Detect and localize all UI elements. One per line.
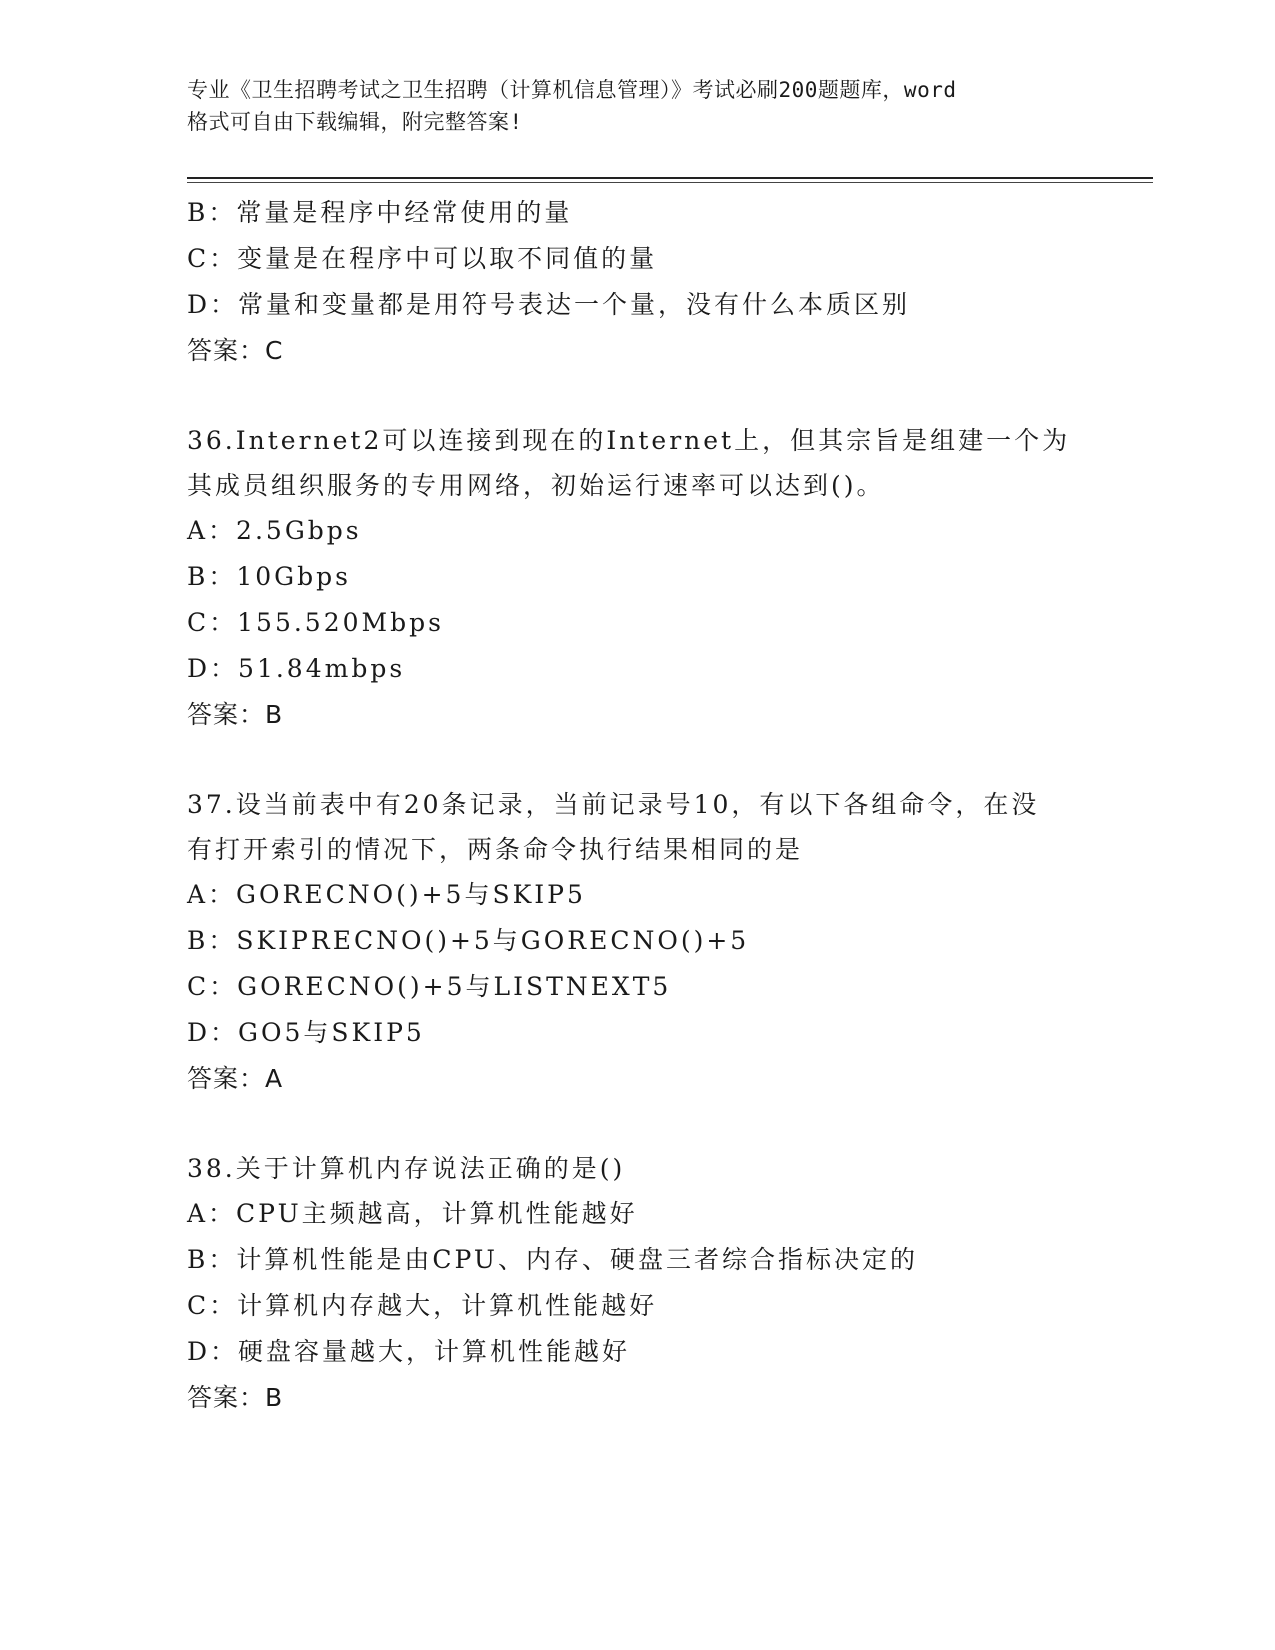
question-stem-line-1: 37.设当前表中有20条记录，当前记录号10，有以下各组命令，在没 <box>187 790 1040 819</box>
page-header <box>187 74 1087 138</box>
option-d: D：51.84mbps <box>187 654 406 683</box>
option-d: D：硬盘容量越大，计算机性能越好 <box>187 1337 631 1366</box>
question-list <box>187 190 1107 1421</box>
option-d: D：GO5与SKIP5 <box>187 1018 425 1047</box>
option-a: A：CPU主频越高，计算机性能越好 <box>187 1199 638 1228</box>
answer-label: 答案：B <box>187 1383 284 1412</box>
question-37 <box>187 782 1107 1102</box>
answer-label: 答案：B <box>187 700 284 729</box>
option-a: A：2.5Gbps <box>187 516 362 545</box>
question-stem-line-1: 38.关于计算机内存说法正确的是() <box>187 1154 626 1183</box>
option-c: C：155.520Mbps <box>187 608 444 637</box>
question-38 <box>187 1146 1107 1421</box>
option-b: B：10Gbps <box>187 562 351 591</box>
header-rule-thin <box>187 182 1153 183</box>
option-d: D：常量和变量都是用符号表达一个量，没有什么本质区别 <box>187 290 911 319</box>
option-c: C：计算机内存越大，计算机性能越好 <box>187 1291 658 1320</box>
header-line-2: 格式可自由下载编辑，附完整答案! <box>187 110 523 134</box>
option-b: B：计算机性能是由CPU、内存、硬盘三者综合指标决定的 <box>187 1245 918 1274</box>
header-rule-thick <box>187 177 1153 179</box>
question-35-fragment <box>187 190 1107 374</box>
option-a: A：GORECNO()+5与SKIP5 <box>187 880 586 909</box>
header-line-1: 专业《卫生招聘考试之卫生招聘（计算机信息管理）》考试必刷200题题库，word <box>187 78 957 102</box>
answer-label: 答案：A <box>187 1064 284 1093</box>
question-36 <box>187 418 1107 738</box>
question-stem-line-2: 其成员组织服务的专用网络，初始运行速率可以达到()。 <box>187 471 885 500</box>
option-c: C：变量是在程序中可以取不同值的量 <box>187 244 658 273</box>
question-stem-line-1: 36.Internet2可以连接到现在的Internet上，但其宗旨是组建一个为 <box>187 426 1071 455</box>
option-b: B：常量是程序中经常使用的量 <box>187 198 573 227</box>
question-stem-line-2: 有打开索引的情况下，两条命令执行结果相同的是 <box>187 835 804 864</box>
answer-label: 答案：C <box>187 336 284 365</box>
option-b: B：SKIPRECNO()+5与GORECNO()+5 <box>187 926 750 955</box>
option-c: C：GORECNO()+5与LISTNEXT5 <box>187 972 672 1001</box>
